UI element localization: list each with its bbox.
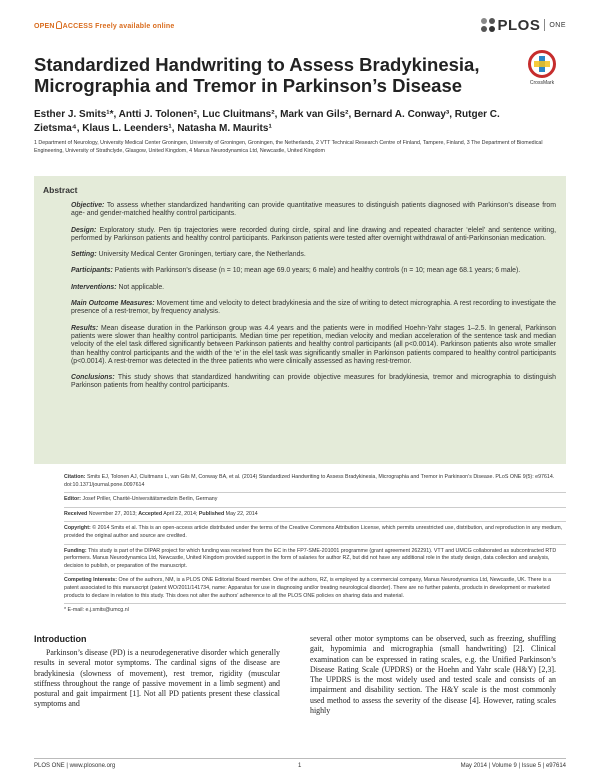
introduction-heading: Introduction: [34, 634, 87, 644]
funding-label: Funding:: [64, 547, 87, 554]
journal-header: [34, 16, 566, 36]
section-head: Main Outcome Measures:: [71, 300, 155, 308]
footer-issue: May 2014 | Volume 9 | Issue 5 | e97614: [460, 763, 566, 769]
accepted-date: April 22, 2014;: [162, 510, 199, 517]
published-date: May 22, 2014: [224, 510, 258, 517]
affiliations: 1 Department of Neurology, University Medical Center Groningen, University of Groningen, Groningen, the Netherlands, 2 VTT Technical Research Centre of Finland, Tampere, Finland, 3 The Department of Biomedical Engineering, University of Strathclyde, Glasgow, United Kingdom, 4 Manus Neurodynamica Ltd, Newcastle, United Kingdom: [34, 140, 543, 154]
footer-journal[interactable]: PLOS ONE | www.plosone.org: [34, 763, 116, 769]
competing-label: Competing Interests:: [64, 577, 117, 584]
intro-column-left: Parkinson’s disease (PD) is a neurodegenerative disorder which generally results in several motor symptoms. The cardinal signs of the disease are bradykinesia (slowness of movement), rest tremor, rigidity (muscular stiffness throughout the range of passive movement in a limb segment) and postural and gait impairment [1]. Not all PD patients present these classical symptoms and: [34, 648, 280, 709]
open-access-rest-label: ACCESS Freely available online: [62, 23, 175, 30]
funding-text: This study is part of the DIPAR project for which funding was received from the EC in the FP7-SME-201001 programme (grant agreement 262291). VTT and UMCG collaborated as subcontracted RTD performers. Manus Neurodynamica Ltd, Newcastle, United Kingdom provided support in the form of salaries for author RZ, but did not have any additional role in the study design, data collection and analysis, decision to publish, or preparation of the manuscript.: [64, 547, 557, 569]
received-date: November 27, 2013;: [87, 510, 139, 517]
competing-interests: [64, 577, 566, 604]
plos-one-logo: [481, 16, 566, 34]
section-head: Results:: [71, 324, 99, 332]
citation: [64, 474, 566, 493]
funding: [64, 548, 566, 575]
plos-wordmark: PLOS: [497, 16, 541, 34]
abstract-results: [71, 325, 556, 366]
abstract-box: [34, 176, 566, 464]
article-metadata: [64, 474, 566, 621]
competing-text: One of the authors, NM, is a PLOS ONE Editorial Board member. One of the authors, RZ, is employed by a commercial company, Manus Neurodynamica Ltd, Newcastle, UK. There is a patent associated to this manuscript (patent WO/2011/141734, name: Apparatus for use in diagnosing and/or treating neurological disorder). There are no further patents, products in development or marketed products to declare in relation to this study. This does not alter the authors’ adherence to all the PLOS ONE policies on sharing data and material.: [64, 577, 552, 599]
section-text: Movement time and velocity to detect bradykinesia and the size of writing to detect micrographia. A rest recording to investigate the presence of a rest-tremor, by frequency analysis.: [71, 300, 556, 316]
section-text: Patients with Parkinson’s disease (n = 10; mean age 69.0 years; 6 male) and healthy controls (n = 10; mean age 68.1 years; 6 male).: [112, 267, 521, 275]
intro-column-right: several other motor symptoms can be observed, such as freezing, shuffling gait, hypomimia and micrographia (small handwriting) [2]. Clinical examination can be expressed in rating scales, e.g. the Unified Parkinson’s Disease Rating Scale (UPDRS) or the Hoehn and Yahr scale (H&Y) [2,3]. The UPDRS is the most widely used and tested scale and consists of an impairment and disability section. The H&Y scale is the most commonly used method to assess the severity of the disease [4]. However, rating scales highly: [310, 634, 556, 716]
editor-label: Editor:: [64, 496, 82, 503]
author-list: Esther J. Smits¹*, Antti J. Tolonen², Luc Cluitmans², Mark van Gils², Bernard A. Conway³, Rutger C. Zietsma⁴, Klaus L. Leenders¹, Natasha M. Maurits¹: [34, 109, 500, 134]
accepted-label: Accepted: [138, 510, 163, 517]
section-text: To assess whether standardized handwriting can provide quantitative measures to distinguish patients diagnosed with Parkinson’s disease from age- and gender-matched healthy control participants.: [71, 202, 556, 218]
corresponding-email[interactable]: * E-mail: e.j.smits@umcg.nl: [64, 607, 129, 614]
section-text: Not applicable.: [116, 283, 165, 291]
published-label: Published: [198, 510, 225, 517]
section-head: Objective:: [71, 202, 105, 209]
crossmark-badge[interactable]: [518, 50, 566, 86]
section-text: This study shows that standardized handwriting can provide objective measures for bradykinesia, tremor and micrographia to distinguish Parkinson patients from healthy control participants.: [71, 374, 556, 390]
abstract-setting: [71, 251, 556, 259]
plos-circles-icon: [481, 18, 495, 32]
abstract-heading: Abstract: [43, 185, 78, 195]
crossmark-label: CrossMark: [529, 80, 555, 86]
section-head: Interventions:: [71, 283, 117, 291]
section-head: Setting:: [71, 251, 97, 259]
copyright: [64, 525, 566, 544]
abstract-conclusions: [71, 374, 556, 391]
dates: [64, 511, 566, 523]
abstract-participants: [71, 267, 556, 275]
citation-text: Smits EJ, Tolonen AJ, Cluitmans L, van Gils M, Conway BA, et al. (2014) Standardized Handwriting to Assess Bradykinesia, Micrographia and Tremor in Parkinson’s Disease. PLoS ONE 9(5): e97614. doi:10.1371/journal.pone.0097614: [64, 474, 555, 488]
section-head: Participants:: [71, 267, 113, 275]
received-label: Received: [64, 510, 88, 517]
section-head: Design:: [71, 226, 97, 234]
open-access-banner: [34, 21, 174, 30]
copyright-text: © 2014 Smits et al. This is an open-access article distributed under the terms of the Creative Commons Attribution License, which permits unrestricted use, distribution, and reproduction in any medium, provided the original author and source are credited.: [64, 525, 563, 539]
abstract-objective: [71, 202, 556, 219]
section-text: Exploratory study. Pen tip trajectories were recorded during circle, spiral and line drawing and repeated character ‘elelel’ and sentence writing, performed by Parkinson patients and healthy control participants. Parkinson patients were tested after overnight withdrawal of anti-Parkinsonian medication.: [71, 226, 556, 242]
logo-divider: [544, 19, 545, 31]
editor-text: Josef Priller, Charité-Universitätsmedizin Berlin, Germany: [81, 496, 218, 503]
editor: [64, 496, 566, 508]
page-number: 1: [298, 763, 302, 769]
copyright-label: Copyright:: [64, 525, 91, 532]
abstract-interventions: [71, 284, 556, 292]
article-title: Standardized Handwriting to Assess Bradykinesia, Micrographia and Tremor in Parkinson’s Disease: [34, 54, 480, 96]
one-wordmark: ONE: [549, 21, 566, 29]
citation-label: Citation:: [64, 474, 86, 480]
footer-divider: [34, 758, 566, 759]
open-lock-icon: [56, 21, 62, 29]
abstract-outcome-measures: [71, 300, 556, 317]
section-text: Mean disease duration in the Parkinson group was 4.4 years and the patients were in modified Hoehn-Yahr stages 1–2.5. In general, Parkinson patients were slower than healthy control participants. Median time per repetition, median velocity and median acceleration of the sentence task and median velocity of the elel task differed significantly between Parkinson patients and healthy control participants (all p<0.0014). Parkinson patients also wrote smaller than healthy control participants and the width of the ‘e’ in the elel task was significantly smaller in Parkinson patients compared to healthy control participants (p<0.0014). A rest-tremor was detected in the three patients who were clinically assessed as having rest-tremor.: [71, 324, 556, 365]
open-access-label: OPEN: [34, 23, 55, 30]
abstract-design: [71, 227, 556, 244]
crossmark-icon: [528, 50, 556, 78]
section-head: Conclusions:: [71, 374, 115, 382]
section-text: University Medical Center Groningen, tertiary care, the Netherlands.: [96, 251, 306, 259]
